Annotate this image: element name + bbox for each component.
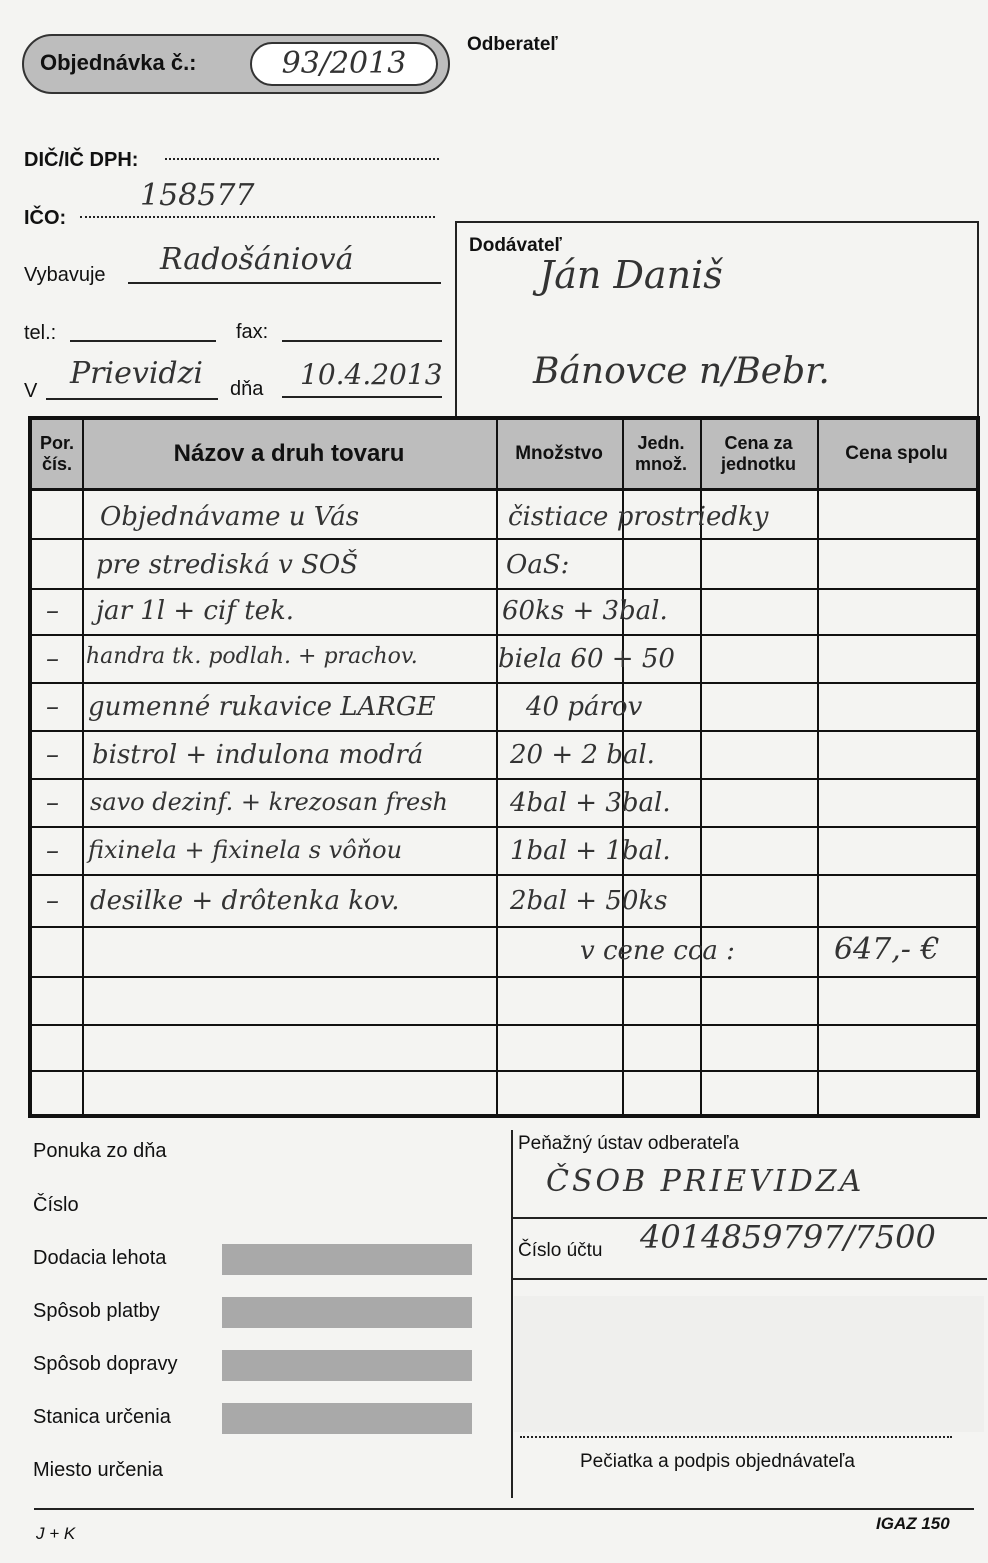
supplier-box [455,221,979,421]
row-divider [32,826,976,828]
dic-field[interactable] [165,158,439,160]
station-label: Stanica určenia [33,1406,171,1428]
column-divider [817,420,819,1114]
row-divider [32,682,976,684]
customer-label: Odberateľ [467,34,558,55]
ico-value: 158577 [140,178,255,213]
row-mark: – [46,596,59,626]
row-name: desilke + drôtenka kov. [90,886,400,916]
date-label: dňa [230,378,264,400]
row-mark: – [46,886,59,916]
row-qty: 40 párov [526,692,643,722]
intro-line-2-name: pre strediská v SOŠ [96,550,359,580]
delivery-term-label: Dodacia lehota [33,1247,167,1269]
row-name: gumenné rukavice LARGE [88,692,436,722]
number-label: Číslo [33,1194,79,1216]
row-mark: – [46,644,59,674]
delivery-term-field[interactable] [222,1244,472,1275]
row-name: bistrol + indulona modrá [92,740,424,770]
signature-line [520,1436,952,1438]
row-divider [32,634,976,636]
bank-value: ČSOB PRIEVIDZA [546,1164,865,1199]
intro-line-1-rest: čistiace prostriedky [508,502,769,532]
account-value: 4014859797/7500 [640,1218,936,1256]
row-qty: 60ks + 3bal. [502,596,668,626]
station-field[interactable] [222,1403,472,1434]
total-prefix: v cene cca : [580,936,735,966]
column-divider [82,420,84,1114]
signature-area[interactable] [514,1296,984,1432]
place-field[interactable] [46,398,218,400]
row-name: jar 1l + cif tek. [96,596,295,626]
handled-by-value: Radošániová [160,242,354,277]
header-por-cis: Por. čís. [39,433,74,474]
bottom-rule [34,1508,974,1510]
row-divider [32,874,976,876]
row-divider [32,1070,976,1072]
order-number-panel [22,34,450,94]
order-number-field[interactable]: 93/2013 [250,42,438,86]
bank-label: Peňažný ústav odberateľa [518,1133,740,1154]
row-divider [32,588,976,590]
date-value: 10.4.2013 [300,358,443,391]
row-qty: 4bal + 3bal. [510,788,671,818]
items-table [28,416,980,1118]
row-qty: 2bal + 50ks [510,886,668,916]
destination-label: Miesto určenia [33,1459,164,1481]
fax-label: fax: [236,321,269,343]
transport-field[interactable] [222,1350,472,1381]
header-cena-spolu: Cena spolu [845,443,948,465]
row-divider [32,926,976,928]
row-name: handra tk. podlah. + prachov. [86,644,418,669]
tel-label: tel.: [24,322,57,344]
row-qty: 1bal + 1bal. [510,836,671,866]
fax-field[interactable] [282,340,442,342]
supplier-label: Dodávateľ [469,235,562,256]
place-label: V [24,380,38,402]
row-divider [32,730,976,732]
row-divider [32,778,976,780]
signature-label: Pečiatka a podpis objednávateľa [580,1451,855,1472]
intro-line-2-qty: OaS: [506,550,570,580]
row-mark: – [46,788,59,818]
ico-label: IČO: [24,207,67,229]
account-label: Číslo účtu [518,1240,603,1261]
supplier-name: Ján Daniš [539,253,723,297]
row-mark: – [46,692,59,722]
row-qty: biela 60 + 50 [498,644,675,674]
row-name: fixinela + fixinela s vôňou [88,836,403,864]
ico-field[interactable] [80,216,435,218]
row-divider [32,538,976,540]
header-jedn-mnoz: Jedn. množ. [635,433,687,474]
dic-label: DIČ/IČ DPH: [24,149,139,171]
publisher-right: IGAZ 150 [876,1514,950,1533]
row-mark: – [46,836,59,866]
order-label: Objednávka č.: [40,50,197,75]
handled-by-field[interactable] [128,282,441,284]
column-divider [496,420,498,1114]
handled-by-label: Vybavuje [24,264,106,286]
transport-label: Spôsob dopravy [33,1353,178,1375]
intro-line-1-name: Objednávame u Vás [100,502,360,532]
row-mark: – [46,740,59,770]
header-nazov: Názov a druh tovaru [173,440,405,468]
supplier-city: Bánovce n/Bebr. [533,351,830,392]
payment-method-field[interactable] [222,1297,472,1328]
row-divider [32,976,976,978]
tel-field[interactable] [70,340,216,342]
row-name: savo dezinf. + krezosan fresh [90,788,448,816]
footer-divider [511,1130,513,1498]
publisher-left: J + K [36,1524,76,1543]
payment-method-label: Spôsob platby [33,1300,160,1322]
place-value: Prievidzi [70,356,204,391]
row-divider [32,1024,976,1026]
date-field[interactable] [282,396,442,398]
total-value: 647,- € [834,932,940,967]
header-mnozstvo: Množstvo [515,443,603,465]
offer-date-label: Ponuka zo dňa [33,1140,167,1162]
row-qty: 20 + 2 bal. [510,740,655,770]
account-field-line [511,1278,987,1280]
header-cena-za-jednotku: Cena za jednotku [721,433,796,474]
